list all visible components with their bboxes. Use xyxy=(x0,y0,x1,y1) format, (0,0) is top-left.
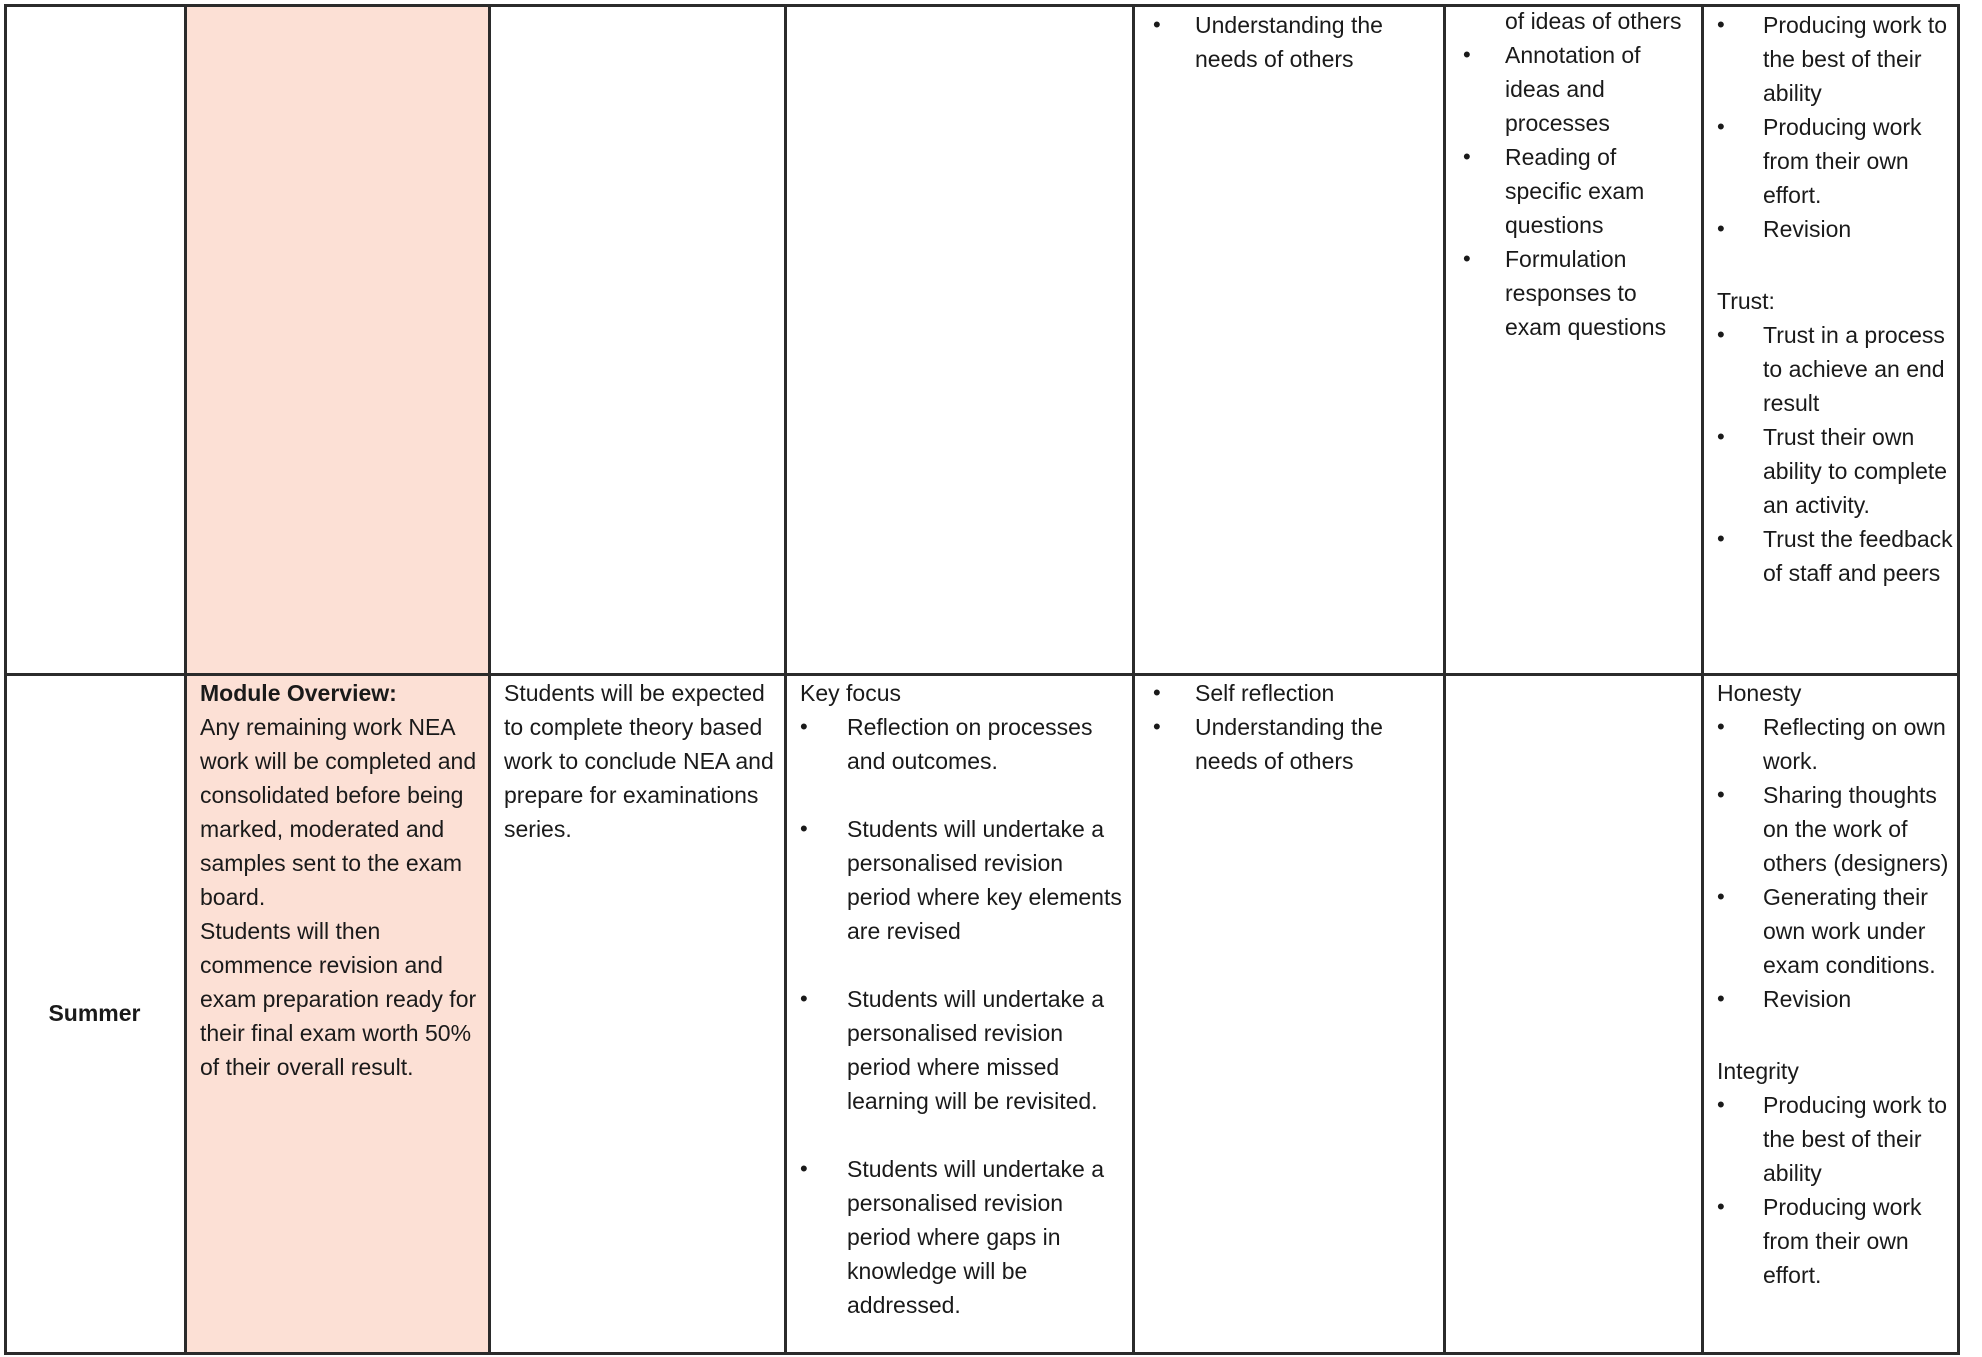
list-item: • Trust their own ability to complete an activity. xyxy=(1717,420,1955,522)
overview-paragraph: Any remaining work NEA work will be completed and consolidated before being marked, moderated and samples sent to the exam board. xyxy=(200,714,477,910)
column-divider xyxy=(488,4,491,1355)
list-item-continuation: of ideas of others xyxy=(1505,8,1682,34)
list-item: • Generating their own work under exam conditions. xyxy=(1717,880,1955,982)
table-border-right xyxy=(1957,4,1960,1355)
column-divider xyxy=(1701,4,1704,1355)
list-item: • Revision xyxy=(1717,212,1955,246)
list-item: • Reflecting on own work. xyxy=(1717,710,1955,778)
table-border-bottom xyxy=(4,1352,1960,1355)
row2-col3 xyxy=(504,676,778,846)
list-item: • Producing work to the best of their ability xyxy=(1717,8,1955,110)
list-item: • Trust in a process to achieve an end result xyxy=(1717,318,1955,420)
overview-title: Module Overview: xyxy=(200,680,397,706)
row1-col6 xyxy=(1463,4,1695,344)
value-heading: Honesty xyxy=(1717,680,1802,706)
list-item: • Reading of specific exam questions xyxy=(1463,140,1695,242)
list-item: • Producing work to the best of their ability xyxy=(1717,1088,1955,1190)
row1-col7 xyxy=(1717,8,1955,590)
list-item: • Sharing thoughts on the work of others (designers) xyxy=(1717,778,1955,880)
value-heading: Trust: xyxy=(1717,288,1775,314)
key-focus-heading: Key focus xyxy=(800,680,901,706)
list-item: • Students will undertake a personalised revision period where missed learning will be revisited. xyxy=(800,982,1130,1118)
column-divider xyxy=(184,4,187,1355)
row2-col4 xyxy=(800,676,1130,1322)
module-overview xyxy=(200,676,485,1084)
list-item: • Reflection on processes and outcomes. xyxy=(800,710,1130,778)
list-item: • Producing work from their own effort. xyxy=(1717,1190,1955,1292)
column-divider xyxy=(784,4,787,1355)
row1-col5 xyxy=(1153,8,1423,76)
list-item: • Formulation responses to exam questions xyxy=(1463,242,1695,344)
description-text: Students will be expected to complete theory based work to conclude NEA and prepare for examinations series. xyxy=(504,680,774,842)
list-item: • Producing work from their own effort. xyxy=(1717,110,1955,212)
list-item: • Understanding the needs of others xyxy=(1153,8,1423,76)
column-divider xyxy=(1443,4,1446,1355)
row2-col5 xyxy=(1153,676,1428,778)
list-item: • Trust the feedback of staff and peers xyxy=(1717,522,1955,590)
overview-paragraph: Students will then commence revision and exam preparation ready for their final exam worth 50% of their overall result. xyxy=(200,918,477,1080)
table-border-left xyxy=(4,4,7,1355)
list-item: • Self reflection xyxy=(1153,676,1428,710)
list-item: • Annotation of ideas and processes xyxy=(1463,38,1695,140)
value-heading: Integrity xyxy=(1717,1058,1799,1084)
row2-col7 xyxy=(1717,676,1955,1292)
list-item: • Students will undertake a personalised revision period where key elements are revised xyxy=(800,812,1130,948)
list-item: • Revision xyxy=(1717,982,1955,1016)
list-item: • Understanding the needs of others xyxy=(1153,710,1428,778)
season-label: Summer xyxy=(48,1000,141,1026)
list-item: • Students will undertake a personalised revision period where gaps in knowledge will be addressed. xyxy=(800,1152,1130,1322)
column-divider xyxy=(1132,4,1135,1355)
